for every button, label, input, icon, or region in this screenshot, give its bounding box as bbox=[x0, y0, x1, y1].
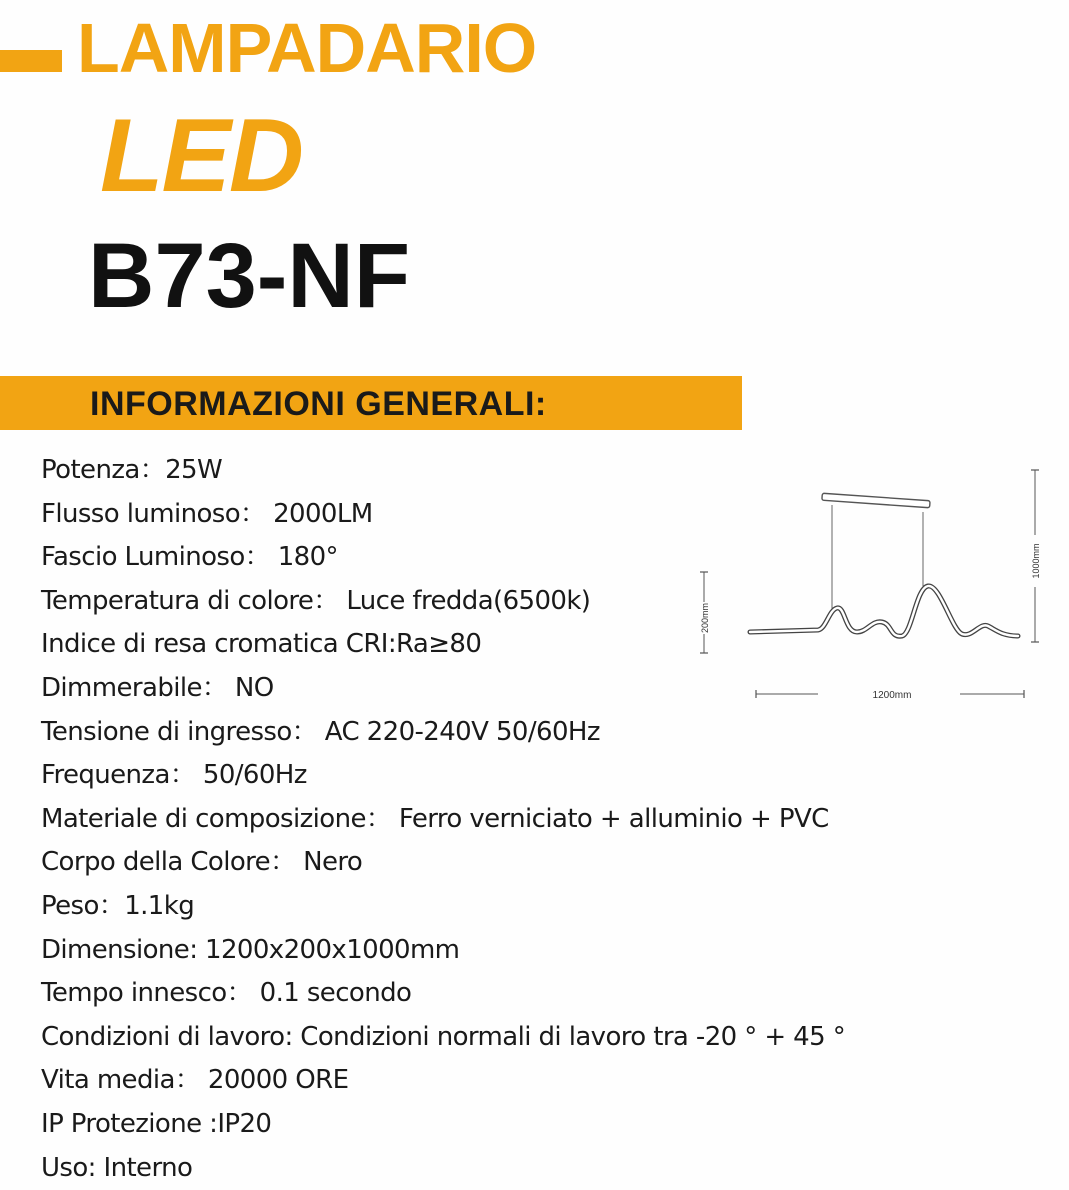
spec-color-temperature: Temperatura di colore： Luce fredda(6500k) bbox=[41, 580, 845, 624]
width-label: 1200mm bbox=[873, 690, 912, 701]
spec-weight: Peso：1.1kg bbox=[41, 885, 845, 929]
body-height-dimension bbox=[700, 572, 710, 653]
spec-body-color: Corpo della Colore： Nero bbox=[41, 841, 845, 885]
spec-lifespan: Vita media： 20000 ORE bbox=[41, 1059, 845, 1103]
spec-beam-angle: Fascio Luminoso： 180° bbox=[41, 536, 845, 580]
spec-material: Materiale di composizione： Ferro verniciato + alluminio + PVC bbox=[41, 798, 845, 842]
section-title: INFORMAZIONI GENERALI: bbox=[90, 380, 547, 428]
spec-dimmable: Dimmerabile： NO bbox=[41, 667, 845, 711]
title-lampadario: LAMPADARIO bbox=[77, 8, 536, 88]
title-led: LED bbox=[100, 100, 302, 212]
spec-dimensions: Dimensione: 1200x200x1000mm bbox=[41, 929, 845, 973]
total-height-label: 1000mm bbox=[1031, 543, 1041, 578]
spec-ip-rating: IP Protezione :IP20 bbox=[41, 1103, 845, 1147]
spec-start-time: Tempo innesco： 0.1 secondo bbox=[41, 972, 845, 1016]
width-dimension bbox=[756, 690, 1024, 701]
spec-usage: Uso: Interno bbox=[41, 1147, 845, 1190]
title-accent-bar bbox=[0, 50, 62, 72]
model-code: B73-NF bbox=[88, 226, 410, 326]
ceiling-canopy bbox=[822, 493, 930, 508]
total-height-dimension bbox=[1031, 470, 1041, 642]
spec-cri: Indice di resa cromatica CRI:Ra≥80 bbox=[41, 623, 845, 667]
lamp-dimension-diagram bbox=[690, 460, 1050, 710]
spec-luminous-flux: Flusso luminoso： 2000LM bbox=[41, 493, 845, 537]
spec-power: Potenza：25W bbox=[41, 449, 845, 493]
body-height-label: 200mm bbox=[700, 603, 710, 633]
spec-working-conditions: Condizioni di lavoro: Condizioni normali di lavoro tra -20 ° + 45 ° bbox=[41, 1016, 845, 1060]
spec-frequency: Frequenza： 50/60Hz bbox=[41, 754, 845, 798]
spec-input-voltage: Tensione di ingresso： AC 220-240V 50/60Hz bbox=[41, 711, 845, 755]
